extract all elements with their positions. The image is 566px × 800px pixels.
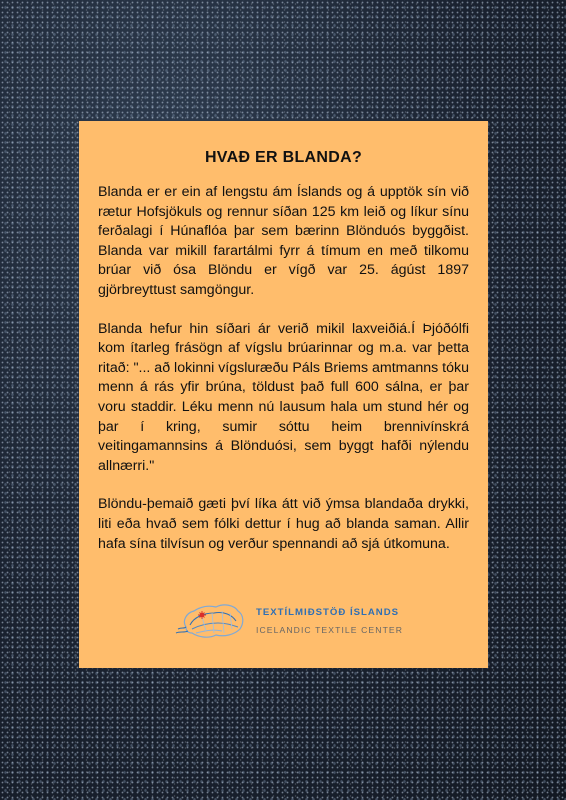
page-title: HVAÐ ER BLANDA? — [204, 149, 363, 166]
logo-name-icelandic: TEXTÍLMIÐSTÖÐ ÍSLANDS — [256, 607, 400, 618]
iceland-map-icon — [172, 597, 250, 643]
logo-name-english: ICELANDIC TEXTILE CENTER — [256, 625, 404, 635]
paragraph-3: Blöndu-þemaið gæti því líka átt við ýmsa blandaða drykki, liti eða hvað sem fólki dettur í hug að blanda saman. Allir hafa sína tilvísun og verður spennandi að sjá útkomuna. — [98, 496, 469, 552]
paragraph-2: Blanda hefur hin síðari ár verið mikil laxveiðiá.Í Þjóðólfi kom ítarleg frásögn af vígslu brúarinnar og m.a. var þetta ritað: "... að lokinni vígsluræðu Páls Briems amtmanns tóku menn á rás yfir brúna, töldust það full 600 sálna, er þar voru staddir. Léku menn nú lausum hala um stund hér og þar í kring, sumir sóttu heim brennivínskrá veitingamannsins á Blönduósi, sem byggt hafði nýlendu allnærri." — [98, 320, 469, 474]
info-panel — [79, 121, 488, 668]
textile-center-logo — [172, 597, 412, 643]
paragraph-1: Blanda er er ein af lengstu ám Íslands og á upptök sín við rætur Hofsjökuls og rennur síðan 125 km leið og líkur sínu ferðalagi í Húnaflóa þar sem bærinn Blönduós byggðist. Blanda var mikill farartálmi fyrr á tímum en með tilkomu brúar við ósa Blöndu er vígð var 25. ágúst 1897 gjörbreyttust samgöngur. — [98, 184, 469, 298]
